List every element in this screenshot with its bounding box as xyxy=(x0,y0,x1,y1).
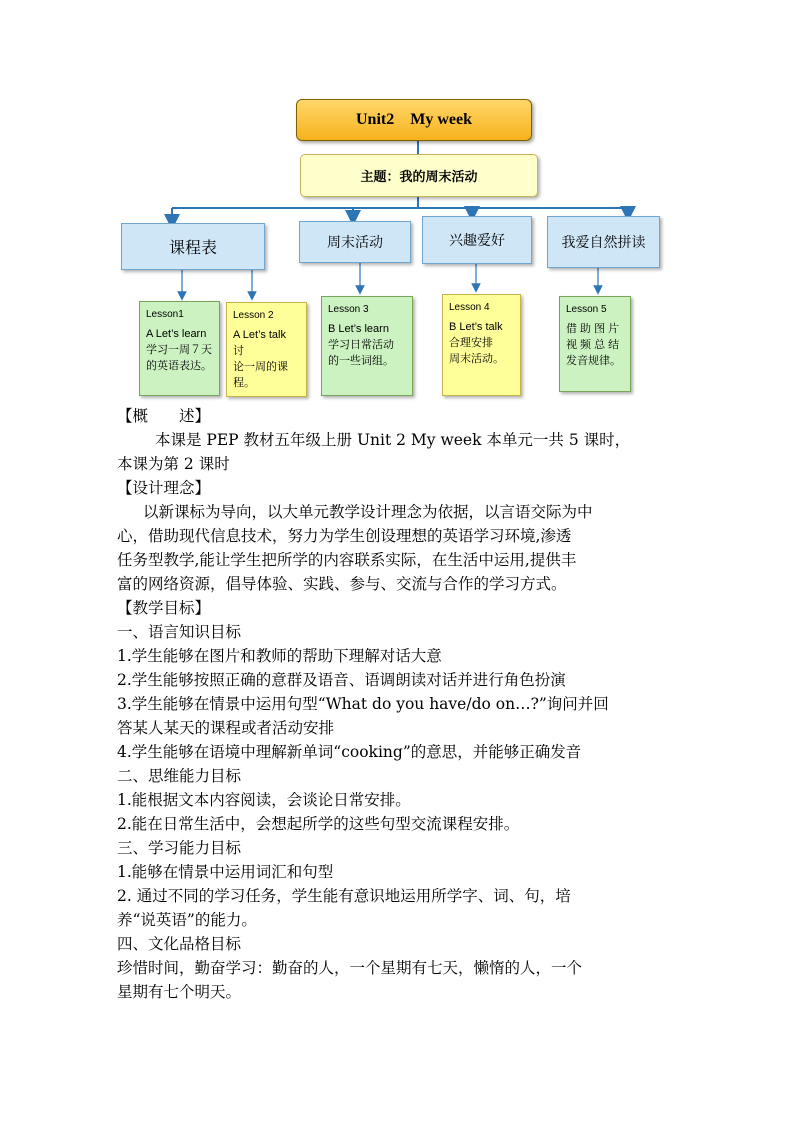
design-line: 心，借助现代信息技术，努力为学生创设理想的英语学习环境,渗透 xyxy=(117,527,572,545)
overview-line: 本课是 PEP 教材五年级上册 Unit 2 My week 本单元一共 5 课时， xyxy=(155,431,631,449)
objective-line: 答某人某天的课程或者活动安排 xyxy=(117,719,335,737)
objective-line: 2. 通过不同的学习任务，学生能有意识地运用所学字、词、句，培 xyxy=(117,887,571,905)
subheading: 四、文化品格目标 xyxy=(117,935,242,953)
category-hobbies: 兴趣爱好 xyxy=(422,216,532,264)
lesson-card-5 xyxy=(559,296,631,392)
objective-line: 3.学生能够在情景中运用句型“What do you have/do on…?”询问并回 xyxy=(117,695,609,713)
lesson-text: 的一些词组。 xyxy=(328,355,394,367)
unit-diagram xyxy=(0,0,794,410)
unit-title: Unit2 My week xyxy=(296,99,532,141)
lesson-text: A Let’s talk 讨 xyxy=(233,329,286,357)
objective-line: 珍惜时间，勤奋学习：勤奋的人，一个星期有七天，懒惰的人，一个 xyxy=(117,959,583,977)
objective-line: 1.能够在情景中运用词汇和句型 xyxy=(117,863,334,881)
lesson-text: 的英语表达。 xyxy=(146,360,212,372)
design-line: 以新课标为导向，以大单元教学设计理念为依据，以言语交际为中 xyxy=(143,503,593,521)
lesson-card-3 xyxy=(321,296,413,396)
lesson-text: B Let’s learn xyxy=(328,323,389,335)
lesson-number: Lesson 4 xyxy=(449,302,490,313)
lesson-card-4 xyxy=(442,294,521,396)
unit-theme: 主题：我的周末活动 xyxy=(300,154,538,197)
objective-line: 星期有七个明天。 xyxy=(117,983,242,1001)
lesson-text: 合理安排 xyxy=(449,337,493,349)
objective-line: 2.学生能够按照正确的意群及语音、语调朗读对话并进行角色扮演 xyxy=(117,671,566,689)
lesson-number: Lesson1 xyxy=(146,309,184,320)
lesson-text: 程。 xyxy=(233,377,255,389)
category-schedule: 课程表 xyxy=(121,223,265,270)
lesson-number: Lesson 5 xyxy=(566,304,607,315)
section-heading-overview: 【概 述】 xyxy=(117,407,211,425)
lesson-number: Lesson 2 xyxy=(233,310,274,321)
subheading: 三、学习能力目标 xyxy=(117,839,242,857)
design-line: 任务型教学,能让学生把所学的内容联系实际，在生活中运用,提供丰 xyxy=(117,551,577,569)
lesson-text: B Let’s talk xyxy=(449,321,503,333)
lesson-text: 借 助 图 片 xyxy=(566,323,620,335)
subheading: 一、语言知识目标 xyxy=(117,623,242,641)
lesson-text: 论一周的课 xyxy=(233,361,288,373)
objective-line: 2.能在日常生活中，会想起所学的这些句型交流课程安排。 xyxy=(117,815,520,833)
category-weekend: 周末活动 xyxy=(299,221,411,263)
section-heading-design: 【设计理念】 xyxy=(117,479,211,497)
overview-line: 本课为第 2 课时 xyxy=(117,455,230,473)
lesson-plan-text xyxy=(117,404,677,1004)
lesson-text: A Let’s learn xyxy=(146,328,207,340)
lesson-text: 发音规律。 xyxy=(566,355,621,367)
lesson-text: 学习一周７天 xyxy=(146,344,212,356)
lesson-card-2 xyxy=(226,302,307,397)
lesson-text: 视 频 总 结 xyxy=(566,339,620,351)
lesson-text: 学习日常活动 xyxy=(328,339,394,351)
design-line: 富的网络资源，倡导体验、实践、参与、交流与合作的学习方式。 xyxy=(117,575,567,593)
objective-line: 4.学生能够在语境中理解新单词“cooking”的意思，并能够正确发音 xyxy=(117,743,582,761)
lesson-card-1 xyxy=(139,301,220,396)
objective-line: 1.学生能够在图片和教师的帮助下理解对话大意 xyxy=(117,647,442,665)
category-phonics: 我爱自然拼读 xyxy=(547,216,660,268)
objective-line: 1.能根据文本内容阅读，会谈论日常安排。 xyxy=(117,791,411,809)
subheading: 二、思维能力目标 xyxy=(117,767,242,785)
objective-line: 养“说英语”的能力。 xyxy=(117,911,257,929)
lesson-text: 周末活动。 xyxy=(449,353,504,365)
lesson-number: Lesson 3 xyxy=(328,304,369,315)
section-heading-objectives: 【教学目标】 xyxy=(117,599,211,617)
